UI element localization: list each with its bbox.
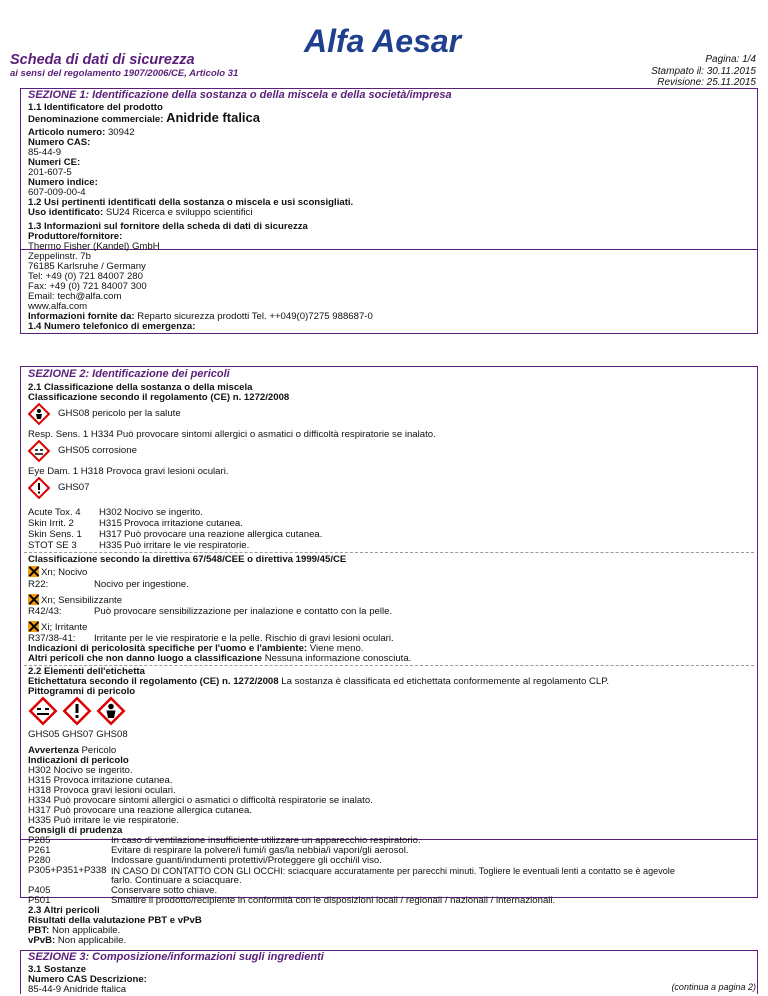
- s2-p-code-4: P305+P351+P338: [28, 865, 107, 876]
- s2-r42-text: Può provocare sensibilizzazione per inalazione e contatto con la pelle.: [94, 606, 393, 617]
- s1-product-id: 1.1 Identificatore del prodotto: [28, 102, 163, 113]
- s3-row: 85-44-9 Anidride ftalica: [28, 984, 127, 995]
- s2-r42-code: R42/43:: [28, 606, 62, 617]
- s2-p-text-5: farlo. Continuare a sciacquare.: [111, 875, 242, 886]
- section-1-title: SEZIONE 1: Identificazione della sostanza o della miscela e della società/impresa: [28, 89, 452, 101]
- s1-address-5: Fax: +49 (0) 721 84007 300: [28, 281, 147, 292]
- s2-p-text-6: Conservare sotto chiave.: [111, 885, 218, 896]
- s2-p-text-7: Smaltire il prodotto/recipiente in conformità con le disposizioni locali / regionali / nazionali / internazionali.: [111, 895, 556, 906]
- s1-uses: 1.2 Usi pertinenti identificati della sostanza o miscela e usi sconsigliati.: [28, 197, 354, 208]
- s1-supplier-info: 1.3 Informazioni sul fornitore della scheda di dati di sicurezza: [28, 221, 308, 232]
- s1-index-label: Numero indice:: [28, 177, 98, 188]
- s2-xi-irritant: Xi; Irritante: [28, 621, 87, 634]
- s3-substances: 3.1 Sostanze: [28, 964, 87, 975]
- section-2-box-cont: [20, 366, 758, 898]
- s2-p-code-3: P280: [28, 855, 51, 866]
- s2-hazard-code-3: H317: [99, 529, 122, 540]
- s2-hazard-text-2: Provoca irritazione cutanea.: [124, 518, 243, 529]
- s2-p-code-7: P501: [28, 895, 51, 906]
- header-meta: [651, 54, 756, 89]
- s2-pbt: PBT: Non applicabile.: [28, 925, 121, 936]
- s2-r22-text: Nocivo per ingestione.: [94, 579, 189, 590]
- s1-ce-value: 201-607-5: [28, 167, 72, 178]
- s2-hazard-statements-label: Indicazioni di pericolo: [28, 755, 129, 766]
- s2-specific-hazards: Indicazioni di pericolosità specifiche per l'uomo e l'ambiente: Viene meno.: [28, 643, 364, 654]
- alfa-aesar-logo: [302, 22, 482, 58]
- s2-hazard-6: H335 Può irritare le vie respiratorie.: [28, 815, 179, 826]
- s2-precautionary-label: Consigli di prudenza: [28, 825, 123, 836]
- page-number: Pagina: 1/4: [705, 54, 756, 65]
- s1-website: www.alfa.com: [28, 301, 88, 312]
- s2-p-text-1: In caso di ventilazione insufficiente utilizzare un apparecchio respiratorio.: [111, 835, 421, 846]
- s1-address-3: 76185 Karlsruhe / Germany: [28, 261, 146, 272]
- s2-label-elements: 2.2 Elementi dell'etichetta: [28, 666, 145, 677]
- s3-cas-description: Numero CAS Descrizione:: [28, 974, 147, 985]
- s2-ghs08-label: GHS08 pericolo per la salute: [58, 408, 181, 419]
- s2-hazard-text-1: Nocivo se ingerito.: [124, 507, 203, 518]
- s2-p-code-2: P261: [28, 845, 51, 856]
- document-subtitle: ai sensi del regolamento 1907/2006/CE, Articolo 31: [10, 68, 239, 79]
- s2-classification-clp: Classificazione secondo il regolamento (CE) n. 1272/2008: [28, 392, 290, 403]
- s1-address-4: Tel: +49 (0) 721 84007 280: [28, 271, 143, 282]
- s2-pictogram-codes: GHS05 GHS07 GHS08: [28, 729, 128, 740]
- trade-name-value: Anidride ftalica: [166, 110, 261, 125]
- s2-p-code-6: P405: [28, 885, 51, 896]
- s2-hazard-2: H315 Provoca irritazione cutanea.: [28, 775, 173, 786]
- s2-classification: 2.1 Classificazione della sostanza o della miscela: [28, 382, 253, 393]
- s1-ce-label: Numeri CE:: [28, 157, 81, 168]
- s1-cas-value: 85-44-9: [28, 147, 62, 158]
- s2-pictograms-label: Pittogrammi di pericolo: [28, 686, 136, 697]
- s1-emergency-label: 1.4 Numero telefonico di emergenza:: [28, 321, 196, 332]
- s1-address-1: Thermo Fisher (Kandel) GmbH: [28, 241, 160, 252]
- s2-hazard-4: H334 Può provocare sintomi allergici o asmatici o difficoltà respiratorie se inalato.: [28, 795, 373, 806]
- s2-labelling: Etichettatura secondo il regolamento (CE) n. 1272/2008 La sostanza è classificata ed etichettata conformemente al regolamento CLP.: [28, 676, 610, 687]
- s1-index-value: 607-009-00-4: [28, 187, 86, 198]
- s1-info-by: Informazioni fornite da: Reparto sicurezza prodotti Tel. ++049(0)7275 988687-0: [28, 311, 373, 322]
- s1-email: Email: tech@alfa.com: [28, 291, 122, 302]
- s2-hazard-class-4: STOT SE 3: [28, 540, 77, 551]
- s1-address-2: Zeppelinstr. 7b: [28, 251, 91, 262]
- s2-hazard-code-1: H302: [99, 507, 122, 518]
- s2-p-text-4: IN CASO DI CONTATTO CON GLI OCCHI: sciacquare accuratamente per parecchi minuti. Togliere le eventuali lenti a contatto se è agevole: [111, 866, 675, 876]
- s2-xn-harmful: Xn; Nocivo: [28, 566, 87, 579]
- section-1-box-cont: [20, 88, 758, 334]
- s2-signal-word: Avvertenza Pericolo: [28, 745, 117, 756]
- s2-p-text-2: Evitare di respirare la polvere/i fumi/i gas/la nebbia/i vapori/gli aerosol.: [111, 845, 409, 856]
- s2-hazard-5: H317 Può provocare una reazione allergica cutanea.: [28, 805, 253, 816]
- svg-text:Alfa Aesar: Alfa Aesar: [304, 23, 462, 58]
- revision-date: Revisione: 25.11.2015: [657, 77, 756, 88]
- document-title: Scheda di dati di sicurezza: [10, 52, 195, 68]
- s2-resp-sens: Resp. Sens. 1 H334 Può provocare sintomi allergici o asmatici o difficoltà respiratorie se inalato.: [28, 429, 436, 440]
- s1-article: Articolo numero: 30942: [28, 127, 135, 138]
- s2-xn-sensitising: Xn; Sensibilizzante: [28, 594, 122, 607]
- section-3-title: SEZIONE 3: Composizione/informazioni sugli ingredienti: [28, 951, 324, 963]
- s2-other-hazards: Altri pericoli che non danno luogo a classificazione Nessuna informazione conosciuta.: [28, 653, 412, 664]
- s2-eye-dam: Eye Dam. 1 H318 Provoca gravi lesioni oculari.: [28, 466, 229, 477]
- s1-identified-use: Uso identificato: SU24 Ricerca e sviluppo scientifici: [28, 207, 253, 218]
- s2-old-classification: Classificazione secondo la direttiva 67/548/CEE o direttiva 1999/45/CE: [28, 554, 347, 565]
- section-2-title: SEZIONE 2: Identificazione dei pericoli: [28, 368, 230, 380]
- s2-hazard-text-3: Può provocare una reazione allergica cutanea.: [124, 529, 323, 540]
- s2-ghs07-label: GHS07: [58, 482, 90, 493]
- s2-hazard-code-4: H335: [99, 540, 122, 551]
- s2-hazard-class-2: Skin Irrit. 2: [28, 518, 74, 529]
- s2-pbt-results: Risultati della valutazione PBT e vPvB: [28, 915, 202, 926]
- s2-other-hazards-heading: 2.3 Altri pericoli: [28, 905, 100, 916]
- printed-date: Stampato il: 30.11.2015: [651, 65, 756, 77]
- s2-hazard-class-1: Acute Tox. 4: [28, 507, 81, 518]
- s2-p-text-3: Indossare guanti/indumenti protettivi/Proteggere gli occhi/il viso.: [111, 855, 382, 866]
- s2-vpvb: vPvB: Non applicabile.: [28, 935, 127, 946]
- s2-r37-code: R37/38-41:: [28, 633, 76, 644]
- s2-r22-code: R22:: [28, 579, 49, 590]
- continued-note: (continua a pagina 2): [671, 982, 756, 992]
- s2-r37-text: Irritante per le vie respiratorie e la pelle. Rischio di gravi lesioni oculari.: [94, 633, 394, 644]
- s2-hazard-1: H302 Nocivo se ingerito.: [28, 765, 133, 776]
- s2-ghs05-label: GHS05 corrosione: [58, 445, 137, 456]
- s2-hazard-class-3: Skin Sens. 1: [28, 529, 82, 540]
- s2-hazard-3: H318 Provoca gravi lesioni oculari.: [28, 785, 176, 796]
- s2-hazard-code-2: H315: [99, 518, 122, 529]
- s1-producer-label: Produttore/fornitore:: [28, 231, 123, 242]
- s2-p-code-1: P285: [28, 835, 51, 846]
- s2-hazard-text-4: Può irritare le vie respiratorie.: [124, 540, 250, 551]
- s1-cas-label: Numero CAS:: [28, 137, 91, 148]
- s1-trade-name: Denominazione commerciale: Anidride ftalica: [28, 110, 261, 125]
